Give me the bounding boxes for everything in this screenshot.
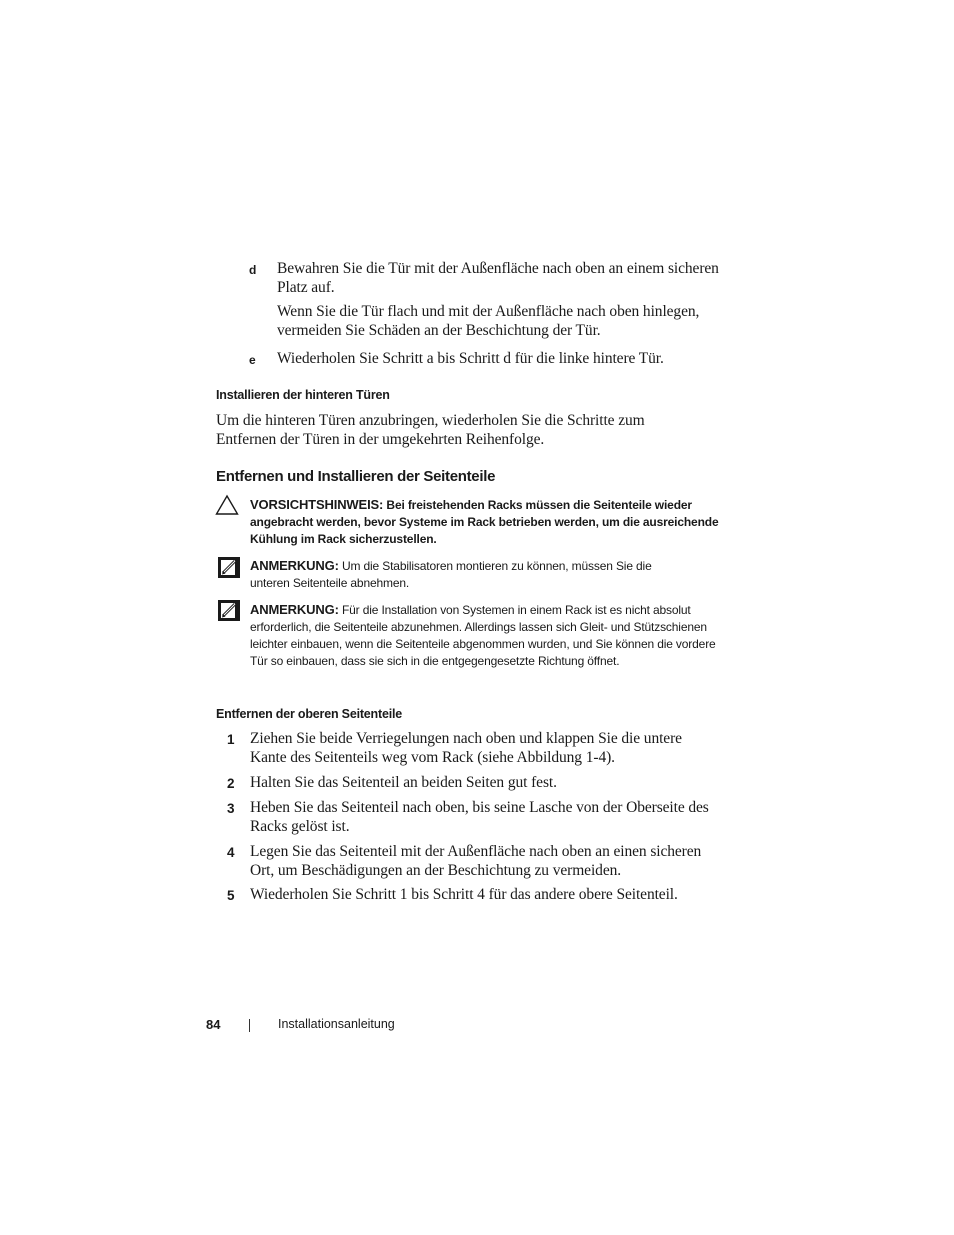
note-text: Für die Installation von Systemen in einem Rack ist es nicht absolut erforderlich, die Seitenteile abzunehmen. Allerdings lassen sich Gleit- und Stützschienen leichter einbauen, wenn die Seitenteile abgenommen wurden, und Sie können die vordere Tür so einbauen, dass sie sich in die entgegengesetzte Richtung öffnet. <box>250 603 716 668</box>
step-text: Heben Sie das Seitenteil nach oben, bis seine Lasche von der Oberseite des Racks gelöst ist. <box>250 799 709 835</box>
caution-label: VORSICHTSHINWEIS: <box>250 497 384 512</box>
step-number: 4 <box>227 845 235 860</box>
note-stabilizers <box>250 557 680 592</box>
footer-separator <box>249 1019 250 1032</box>
step-marker-d: d <box>249 263 257 277</box>
footer-title: Installationsanleitung <box>278 1017 395 1031</box>
step-text: Halten Sie das Seitenteil an beiden Seiten gut fest. <box>250 774 557 791</box>
page-number: 84 <box>206 1017 221 1032</box>
step-number: 2 <box>227 776 235 791</box>
note-label: ANMERKUNG: <box>250 602 339 617</box>
caution-text: Bei freistehenden Racks müssen die Seitenteile wieder angebracht werden, bevor Systeme im Rack betrieben werden, um die ausreichende Kühlung im Rack sicherzustellen. <box>250 498 719 546</box>
step-number: 1 <box>227 732 235 747</box>
step-text: Wiederholen Sie Schritt 1 bis Schritt 4 für das andere obere Seitenteil. <box>250 886 678 903</box>
step-text: Ziehen Sie beide Verriegelungen nach oben und klappen Sie die untere Kante des Seitenteils weg vom Rack (siehe Abbildung 1-4). <box>250 730 682 766</box>
step-number: 5 <box>227 888 235 903</box>
step-e-text: Wiederholen Sie Schritt a bis Schritt d für die linke hintere Tür. <box>277 350 664 367</box>
note-label: ANMERKUNG: <box>250 558 339 573</box>
caution-triangle-icon <box>215 494 239 516</box>
install-rear-doors-text: Um die hinteren Türen anzubringen, wiederholen Sie die Schritte zum Entfernen der Türen in der umgekehrten Reihenfolge. <box>216 412 645 448</box>
step-d-note-text: Wenn Sie die Tür flach und mit der Außenfläche nach oben hinlegen, vermeiden Sie Schäden an der Beschichtung der Tür. <box>277 303 700 339</box>
step-number: 3 <box>227 801 235 816</box>
note-pencil-icon <box>218 600 240 621</box>
caution-note <box>250 496 720 548</box>
note-pencil-icon <box>218 557 240 578</box>
step-marker-e: e <box>249 353 256 367</box>
step-text: Legen Sie das Seitenteil mit der Außenfläche nach oben an einen sicheren Ort, um Beschädigungen an der Beschichtung zu vermeiden. <box>250 843 702 879</box>
step-d-text: Bewahren Sie die Tür mit der Außenfläche nach oben an einem sicheren Platz auf. <box>277 260 719 296</box>
side-panels-heading: Entfernen und Installieren der Seitenteile <box>216 468 496 485</box>
install-rear-doors-heading: Installieren der hinteren Türen <box>216 388 390 402</box>
note-rails <box>250 601 720 670</box>
remove-top-panels-heading: Entfernen der oberen Seitenteile <box>216 707 403 721</box>
note-text: Um die Stabilisatoren montieren zu können, müssen Sie die unteren Seitenteile abnehmen. <box>250 559 652 590</box>
